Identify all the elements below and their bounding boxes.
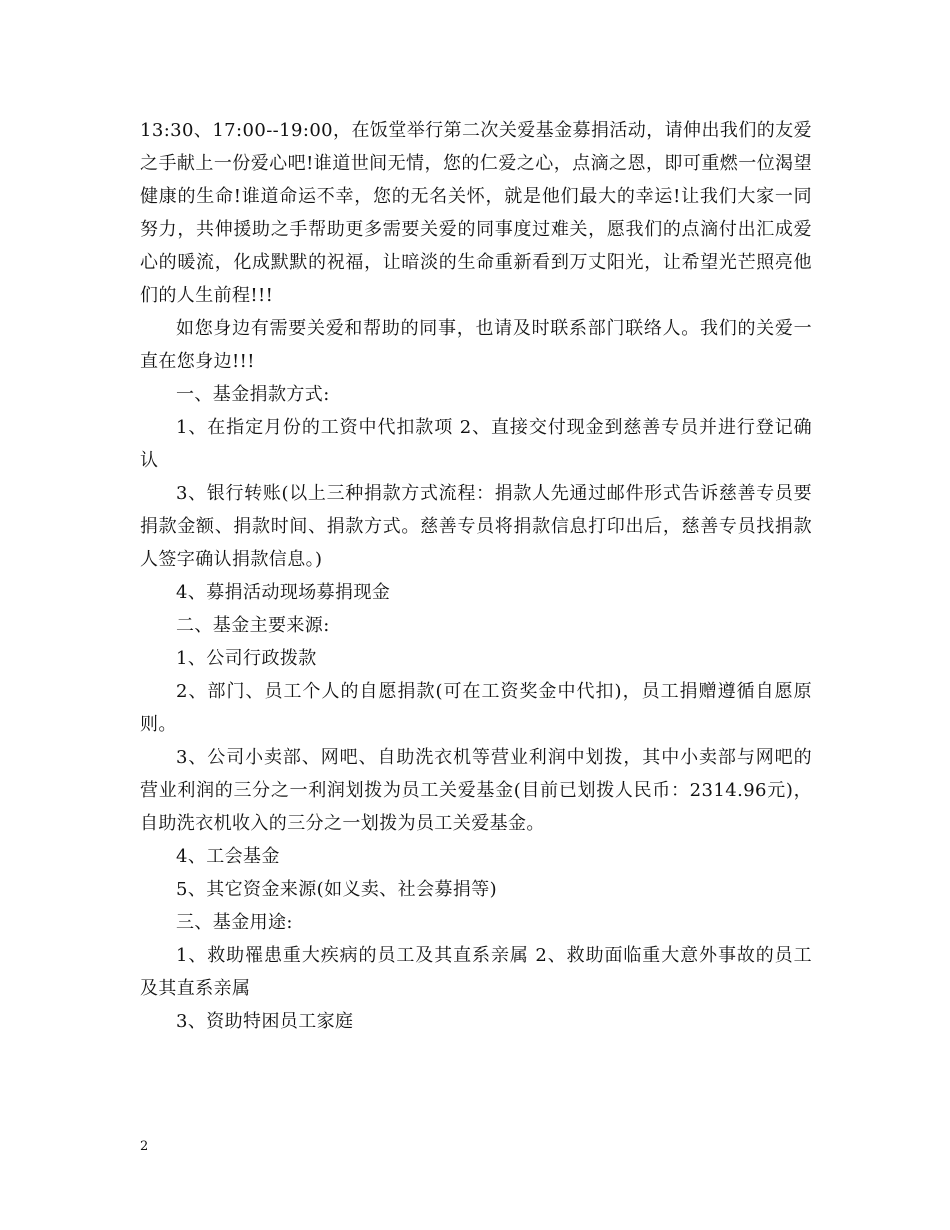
section-heading: 一、基金捐款方式:: [176, 384, 330, 405]
paragraph: 13:30、17:00--19:00，在饭堂举行第二次关爱基金募捐活动，请伸出我们的友爱之手献上一份爱心吧!谁道世间无情，您的仁爱之心，点滴之恩，即可重燃一位渴望健康的生命!谁道命运不幸，您的无名关怀，就是他们最大的幸运!让我们大家一同努力，共伸援助之手帮助更多需要关爱的同事度过难关，愿我们的点滴付出汇成爱心的暖流，化成默默的祝福，让暗淡的生命重新看到万丈阳光，让希望光芒照亮他们的人生前程!!!: [140, 120, 812, 306]
list-item: 4、工会基金: [176, 846, 280, 867]
list-item: 3、银行转账(以上三种捐款方式流程：捐款人先通过邮件形式告诉慈善专员要捐款金额、捐款时间、捐款方式。慈善专员将捐款信息打印出后，慈善专员找捐款人签字确认捐款信息。): [140, 483, 812, 570]
list-item: 1、在指定月份的工资中代扣款项 2、直接交付现金到慈善专员并进行登记确认: [140, 417, 812, 471]
document-body: [140, 114, 812, 1038]
section-heading: 二、基金主要来源:: [176, 615, 330, 636]
list-item: 1、救助罹患重大疾病的员工及其直系亲属 2、救助面临重大意外事故的员工及其直系亲属: [140, 945, 812, 999]
list-item: 5、其它资金来源(如义卖、社会募捐等): [176, 879, 498, 900]
list-item: 2、部门、员工个人的自愿捐款(可在工资奖金中代扣)，员工捐赠遵循自愿原则。: [140, 681, 812, 735]
list-item: 4、募捐活动现场募捐现金: [176, 582, 391, 603]
paragraph: 如您身边有需要关爱和帮助的同事，也请及时联系部门联络人。我们的关爱一直在您身边!!!: [140, 318, 812, 372]
page-number: 2: [140, 1139, 149, 1154]
list-item: 3、资助特困员工家庭: [176, 1011, 354, 1032]
list-item: 3、公司小卖部、网吧、自助洗衣机等营业利润中划拨，其中小卖部与网吧的营业利润的三分之一利润划拨为员工关爱基金(目前已划拨人民币：2314.96元)，自助洗衣机收入的三分之一划拨为员工关爱基金。: [140, 747, 812, 834]
section-heading: 三、基金用途:: [176, 912, 293, 933]
list-item: 1、公司行政拨款: [176, 648, 317, 669]
